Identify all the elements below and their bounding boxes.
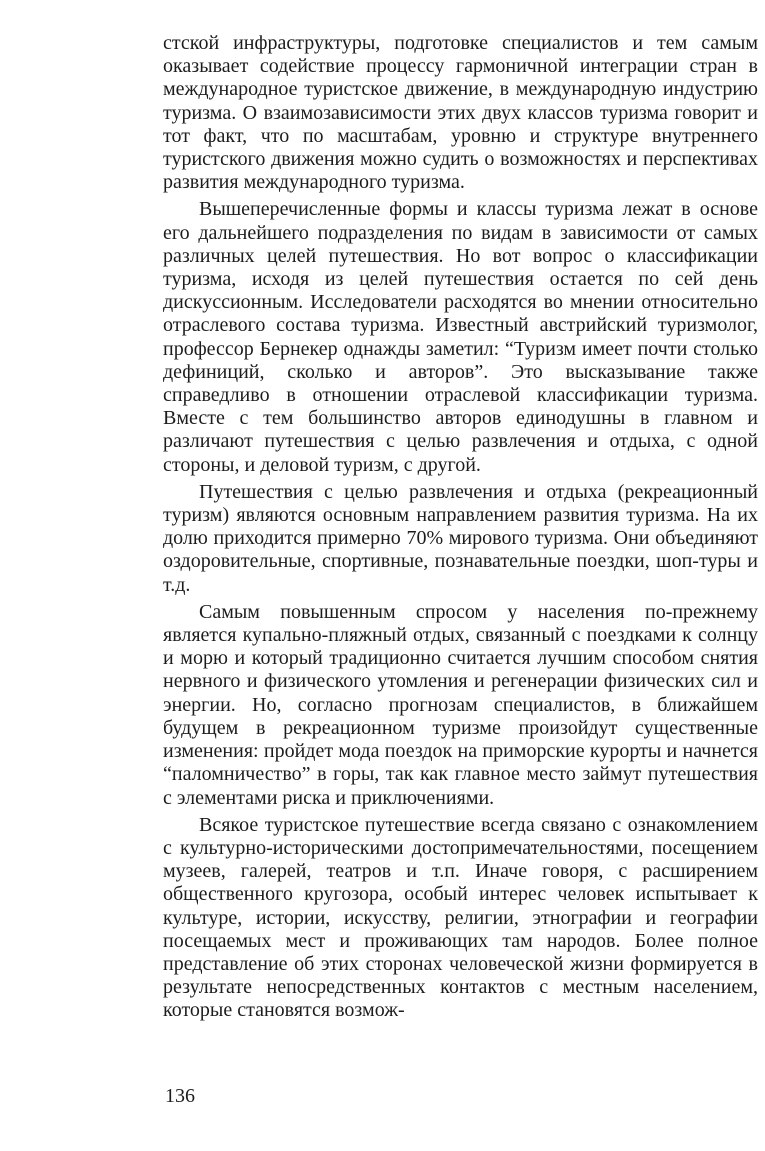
page-number: 136	[165, 1085, 195, 1107]
paragraph-beach-holidays: Самым повышенным спросом у населения по-прежнему является купально-пляжный отдых, связанный с поездками к солнцу и морю и который традиционно считается лучшим способом снятия нервного и физического утомления и регенерации физических сил и энергии. Но, согласно прогнозам специалистов, в ближайшем будущем в рекреационном туризме произойдут существенные изменения: пройдет мода поездок на приморские курорты и начнется “паломничество” в горы, так как главное место займут путешествия с элементами риска и приключениями.	[163, 600, 758, 809]
paragraph-cultural-tourism: Всякое туристское путешествие всегда связано с ознакомлением с культурно-историческими достопримечательностями, посещением музеев, галерей, театров и т.п. Иначе говоря, с расширением общественного кругозора, особый интерес человек испытывает к культуре, истории, искусству, религии, этнографии и географии посещаемых мест и проживающих там народов. Более полное представление об этих сторонах человеческой жизни формируется в результате непосредственных контактов с местным населением, которые становятся возмож-	[163, 813, 758, 1022]
body-text	[163, 32, 758, 1027]
paragraph-recreational-tourism: Путешествия с целью развлечения и отдыха (рекреационный туризм) являются основным направлением развития туризма. На их долю приходится примерно 70% мирового туризма. Они объединяют оздоровительные, спортивные, познавательные поездки, шоп-туры и т.д.	[163, 480, 758, 596]
paragraph-tourism-classification: Вышеперечисленные формы и классы туризма лежат в основе его дальнейшего подразделения по видам в зависимости от самых различных целей путешествия. Но вот вопрос о классификации туризма, исходя из целей путешествия остается по сей день дискуссионным. Исследователи расходятся во мнении относительно отраслевого состава туризма. Известный австрийский туризмолог, профессор Бернекер однажды заметил: “Туризм имеет почти столько дефиниций, сколько и авторов”. Это высказывание также справедливо в отношении отраслевой классификации туризма. Вместе с тем большинство авторов единодушны в главном и различают путешествия с целью развлечения и отдыха, с одной стороны, и деловой туризм, с другой.	[163, 198, 758, 476]
paragraph-continuation: стской инфраструктуры, подготовке специалистов и тем самым оказывает содействие процессу гармоничной интеграции стран в международное туристское движение, в международную индустрию туризма. О взаимозависимости этих двух классов туризма говорит и тот факт, что по масштабам, уровню и структуре внутреннего туристского движения можно судить о возможностях и перспективах развития международного туризма.	[163, 32, 758, 194]
